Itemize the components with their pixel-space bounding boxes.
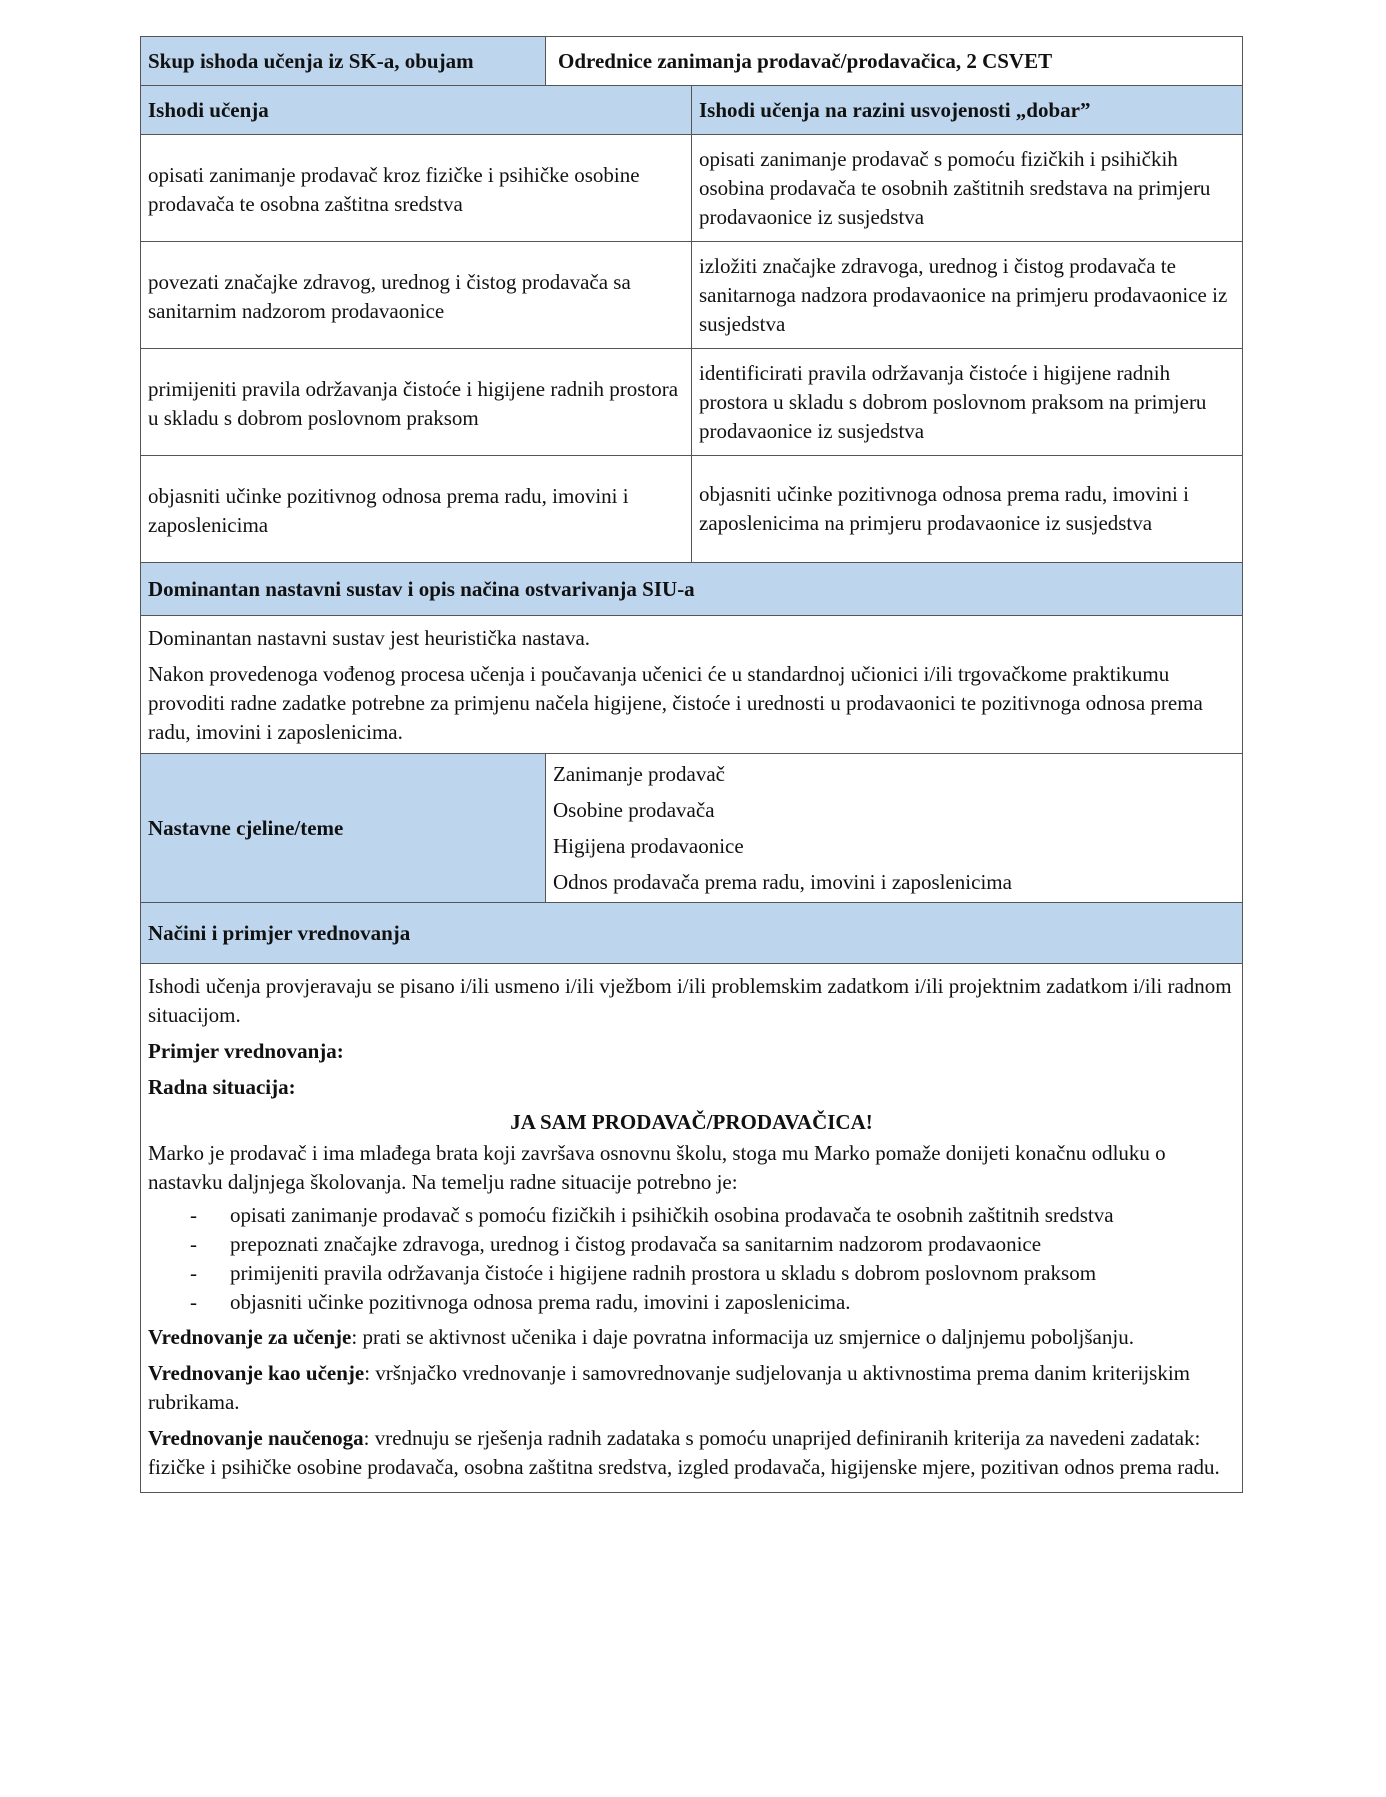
- evaluation-for-learning-text: : prati se aktivnost učenika i daje povratna informacija uz smjernice o daljnjemu poboljšanju.: [351, 1325, 1134, 1349]
- task-item: [148, 1230, 1235, 1259]
- outcome-row: [141, 242, 1243, 349]
- teaching-system-body: [141, 616, 1243, 754]
- evaluation-for-learning-label: Vrednovanje za učenje: [148, 1325, 352, 1349]
- evaluation-example-label: Primjer vrednovanja:: [148, 1039, 344, 1063]
- dash-bullet: -: [190, 1203, 197, 1227]
- topic-item: Osobine prodavača: [553, 798, 715, 822]
- outcome-cell: opisati zanimanje prodavač kroz fizičke i psihičke osobine prodavača te osobna zaštitna sredstva: [141, 135, 692, 242]
- task-text: prepoznati značajke zdravoga, urednog i čistog prodavača sa sanitarnim nadzorom prodavaonice: [230, 1232, 1042, 1256]
- task-text: opisati zanimanje prodavač s pomoću fizičkih i psihičkih osobina prodavača te osobnih zaštitnih sredstva: [230, 1203, 1114, 1227]
- task-item: [148, 1288, 1235, 1317]
- outcome-row: [141, 456, 1243, 563]
- evaluation-of-learning: [148, 1424, 1235, 1482]
- outcome-cell: objasniti učinke pozitivnog odnosa prema radu, imovini i zaposlenicima: [141, 456, 692, 563]
- outcome-good-cell: objasniti učinke pozitivnoga odnosa prema radu, imovini i zaposlenicima na primjeru prodavaonice iz susjedstva: [692, 456, 1243, 563]
- task-text: primijeniti pravila održavanja čistoće i higijene radnih prostora u skladu s dobrom poslovnom praksom: [230, 1261, 1097, 1285]
- topic-item: Odnos prodavača prema radu, imovini i zaposlenicima: [553, 870, 1012, 894]
- outcome-cell: povezati značajke zdravog, urednog i čistog prodavača sa sanitarnim nadzorom prodavaonice: [141, 242, 692, 349]
- teaching-system-header-row: [141, 563, 1243, 616]
- outcomes-header-row: [141, 86, 1243, 135]
- header-value: Odrednice zanimanja prodavač/prodavačica, 2 CSVET: [546, 37, 1243, 86]
- dash-bullet: -: [190, 1232, 197, 1256]
- evaluation-as-learning-text: : vršnjačko vrednovanje i samovrednovanje sudjelovanja u aktivnostima prema danim kriterijskim rubrikama.: [148, 1361, 1191, 1414]
- header-row: [141, 37, 1243, 86]
- evaluation-of-learning-label: Vrednovanje naučenoga: [148, 1426, 364, 1450]
- teaching-system-title: Dominantan nastavni sustav i opis načina ostvarivanja SIU-a: [141, 563, 1243, 616]
- topic-item: Higijena prodavaonice: [553, 834, 744, 858]
- evaluation-task-list: [148, 1201, 1235, 1317]
- evaluation-header-row: [141, 903, 1243, 964]
- evaluation-situation-label: Radna situacija:: [148, 1075, 296, 1099]
- evaluation-of-learning-text: : vrednuju se rješenja radnih zadataka s pomoću unaprijed definiranih kriterija za navedeni zadatak: fizičke i psihičke osobine prodavača, osobna zaštitna sredstva, izgled prodavača, higijenske mjere, pozitivan odnos prema radu.: [148, 1426, 1220, 1479]
- outcome-good-cell: opisati zanimanje prodavač s pomoću fizičkih i psihičkih osobina prodavača te osobnih zaštitnih sredstava na primjeru prodavaonice iz susjedstva: [692, 135, 1243, 242]
- document-page: [140, 36, 1242, 1493]
- outcome-row: [141, 135, 1243, 242]
- topics-row: [141, 754, 1243, 903]
- teaching-system-body-row: [141, 616, 1243, 754]
- evaluation-body-row: [141, 964, 1243, 1493]
- outcomes-col2-header: Ishodi učenja na razini usvojenosti „dobar”: [692, 86, 1243, 135]
- evaluation-as-learning: [148, 1359, 1235, 1417]
- curriculum-table: [140, 36, 1243, 1493]
- evaluation-intro: Ishodi učenja provjeravaju se pisano i/ili usmeno i/ili vježbom i/ili problemskim zadatkom i/ili projektnim zadatkom i/ili radnom situacijom.: [148, 974, 1232, 1027]
- outcome-row: [141, 349, 1243, 456]
- outcome-good-cell: izložiti značajke zdravoga, urednog i čistog prodavača te sanitarnoga nadzora prodavaonice na primjeru prodavaonice iz susjedstva: [692, 242, 1243, 349]
- dash-bullet: -: [190, 1261, 197, 1285]
- outcome-cell: primijeniti pravila održavanja čistoće i higijene radnih prostora u skladu s dobrom poslovnom praksom: [141, 349, 692, 456]
- dash-bullet: -: [190, 1290, 197, 1314]
- task-item: [148, 1201, 1235, 1230]
- outcomes-col1-header: Ishodi učenja: [141, 86, 692, 135]
- topics-list: [546, 754, 1243, 903]
- evaluation-situation-text: Marko je prodavač i ima mlađega brata koji završava osnovnu školu, stoga mu Marko pomaže donijeti konačnu odluku o nastavku daljnjega školovanja. Na temelju radne situacije potrebno je:: [148, 1141, 1166, 1194]
- evaluation-as-learning-label: Vrednovanje kao učenje: [148, 1361, 365, 1385]
- topic-item: Zanimanje prodavač: [553, 762, 725, 786]
- teaching-system-paragraph: Dominantan nastavni sustav jest heuristička nastava.: [148, 626, 591, 650]
- evaluation-body: [141, 964, 1243, 1493]
- evaluation-for-learning: [148, 1323, 1235, 1352]
- task-item: [148, 1259, 1235, 1288]
- header-label: Skup ishoda učenja iz SK-a, obujam: [141, 37, 546, 86]
- evaluation-title: Načini i primjer vrednovanja: [141, 903, 1243, 964]
- task-text: objasniti učinke pozitivnoga odnosa prema radu, imovini i zaposlenicima.: [230, 1290, 851, 1314]
- evaluation-situation-title: JA SAM PRODAVAČ/PRODAVAČICA!: [510, 1110, 873, 1134]
- topics-label: Nastavne cjeline/teme: [141, 754, 546, 903]
- teaching-system-paragraph: Nakon provedenoga vođenog procesa učenja i poučavanja učenici će u standardnoj učionici i/ili trgovačkome praktikumu provoditi radne zadatke potrebne za primjenu načela higijene, čistoće i urednosti u prodavaonici te pozitivnoga odnosa prema radu, imovini i zaposlenicima.: [148, 662, 1203, 744]
- outcome-good-cell: identificirati pravila održavanja čistoće i higijene radnih prostora u skladu s dobrom poslovnom praksom na primjeru prodavaonice iz susjedstva: [692, 349, 1243, 456]
